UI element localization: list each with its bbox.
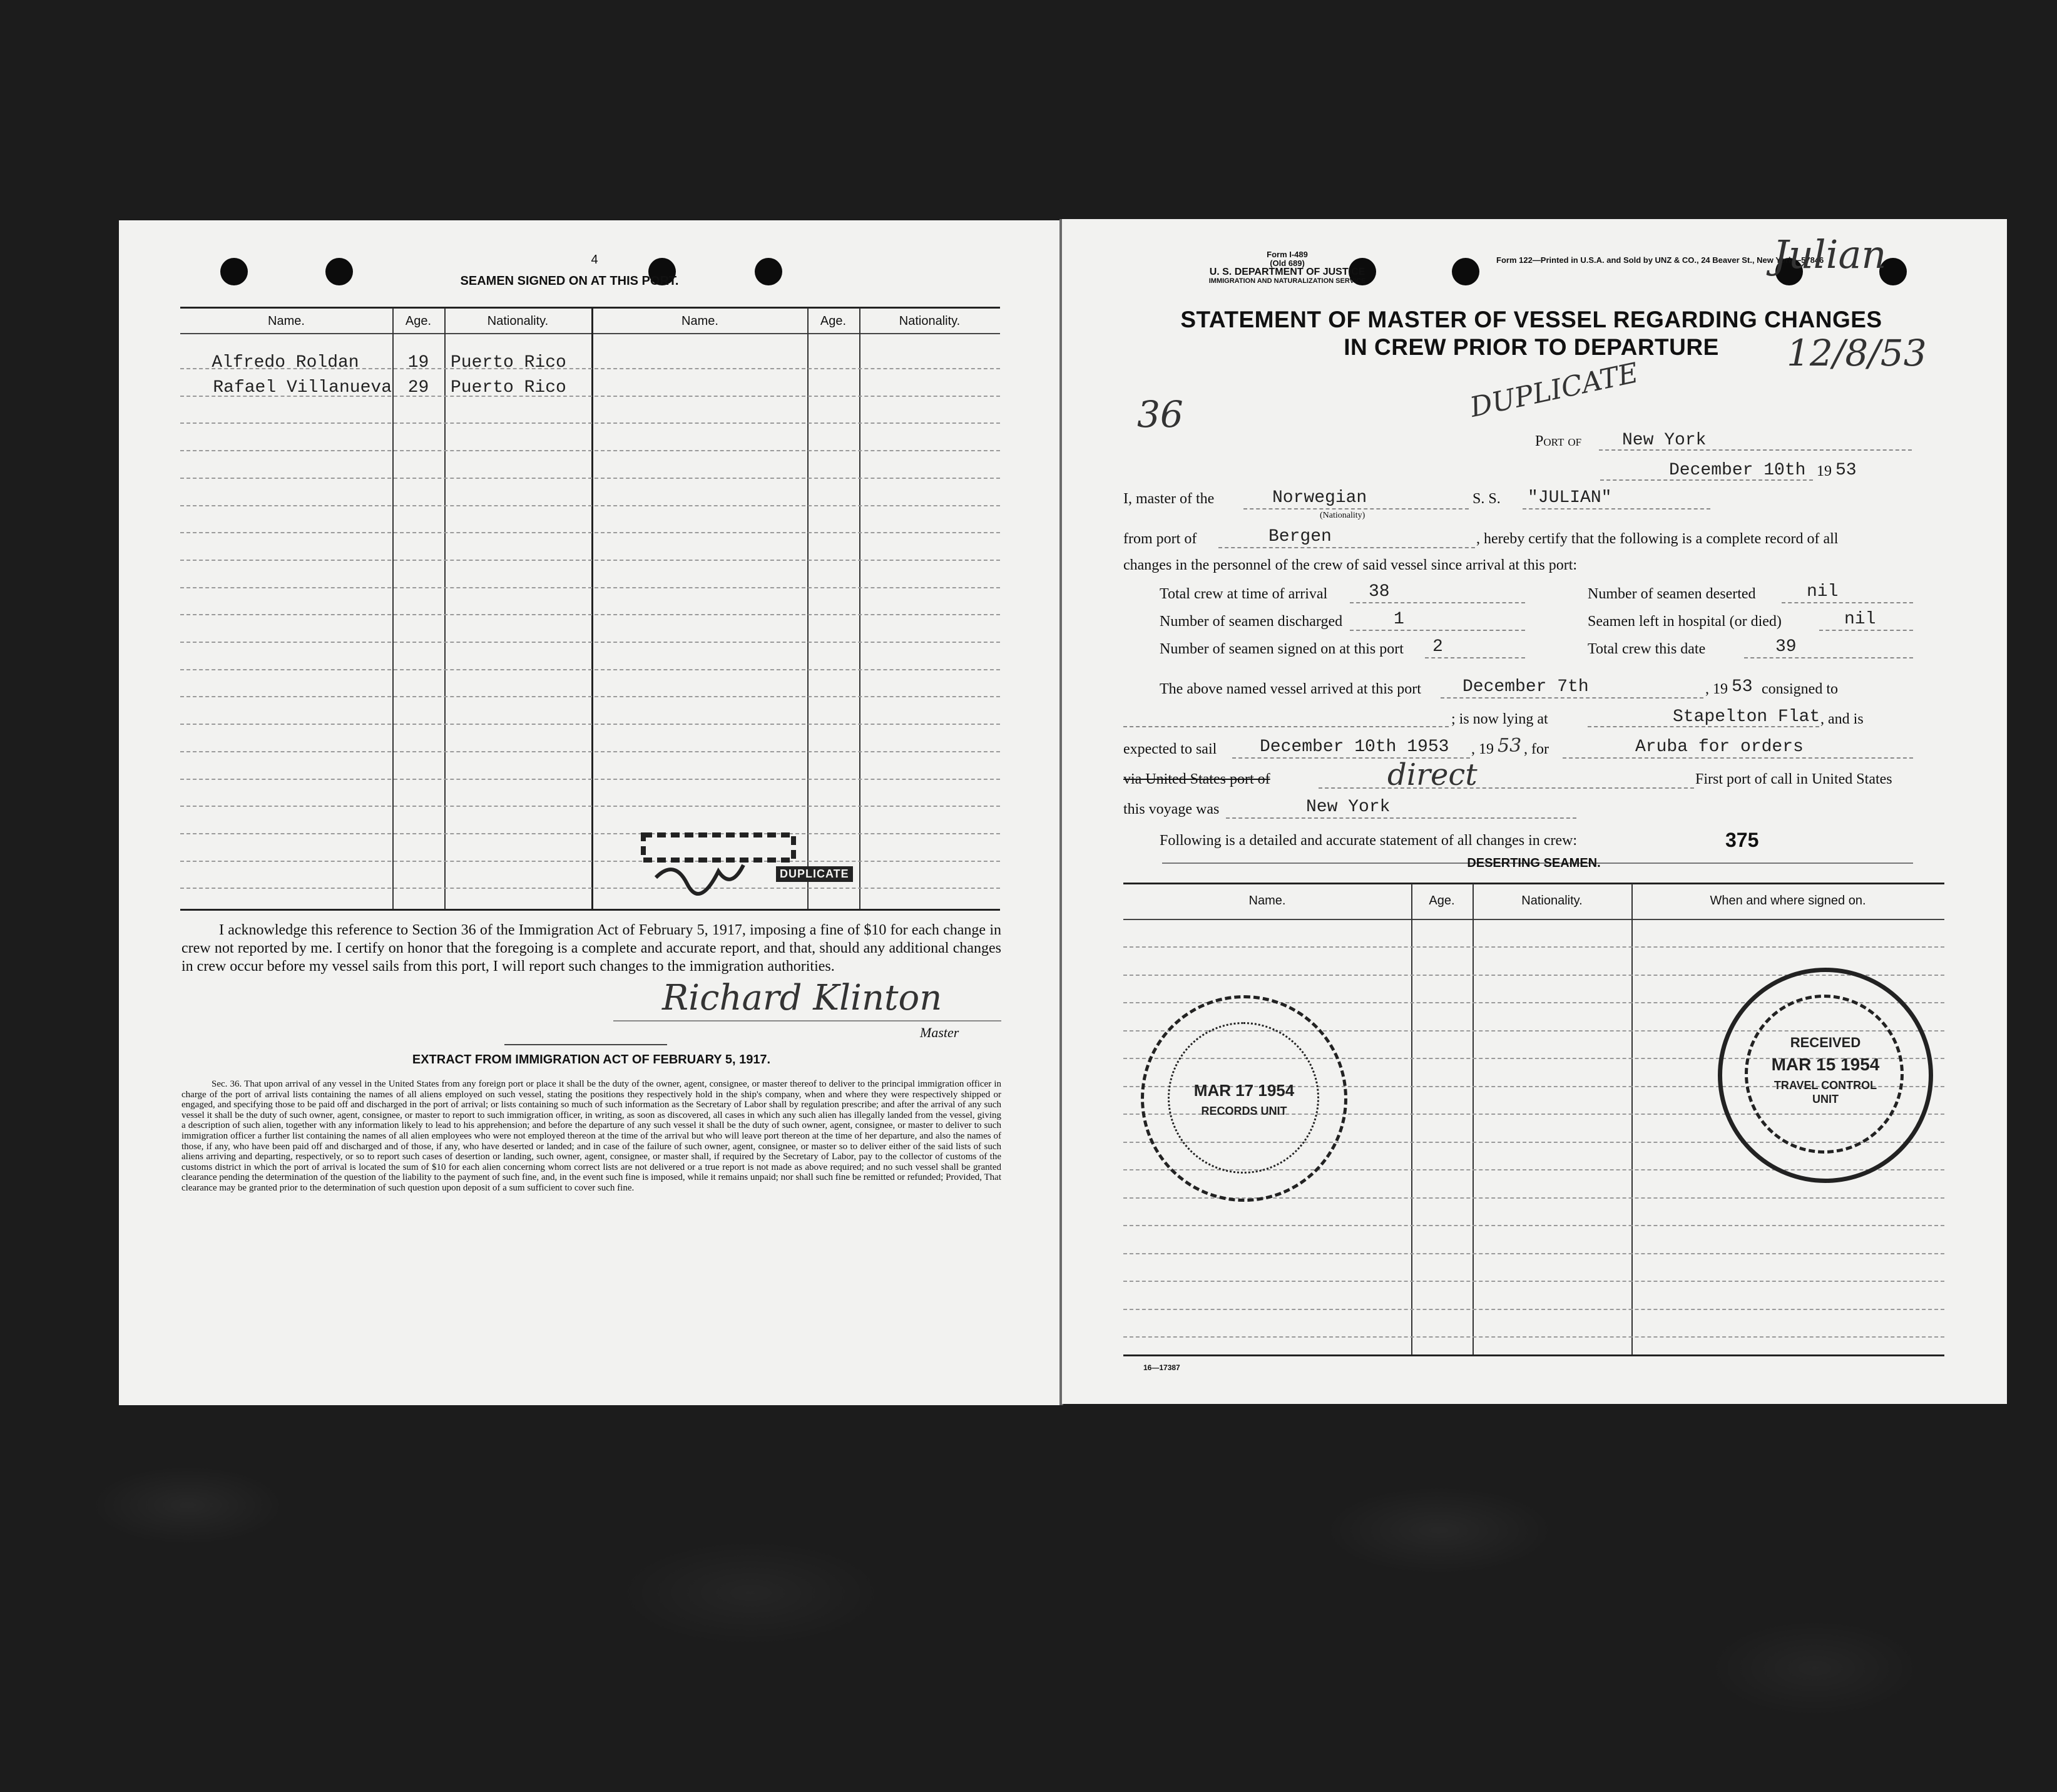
cell-nationality: Puerto Rico [451, 353, 566, 372]
from-port-value: Bergen [1268, 527, 1332, 546]
divider-rule [504, 1044, 667, 1045]
stamp-received: RECEIVED [1790, 1035, 1861, 1050]
arrived-line [1441, 697, 1703, 699]
table-row-line [180, 861, 1000, 862]
table-row-line [1123, 1253, 1944, 1254]
table-header-rule [180, 333, 1000, 334]
cell-name: Alfredo Roldan [212, 353, 359, 372]
department: U. S. DEPARTMENT OF JUSTICE [1209, 267, 1365, 277]
changes-text: changes in the personnel of the crew of said vessel since arrival at this port: [1123, 557, 1578, 573]
deserted-label: Number of seamen deserted [1588, 586, 1756, 602]
page-number: 4 [591, 253, 598, 267]
nationality-caption: (Nationality) [1320, 511, 1365, 520]
year-value: 53 [1835, 461, 1857, 480]
extract-title: EXTRACT FROM IMMIGRATION ACT OF FEBRUARY 5, 1917. [412, 1053, 771, 1067]
ship-name: "JULIAN" [1528, 488, 1612, 508]
deserted-value: nil [1807, 582, 1839, 602]
signature-caption: Master [920, 1025, 959, 1040]
table-row-line [180, 532, 1000, 533]
column-header: Name. [268, 314, 305, 328]
port-label: Port of [1535, 433, 1582, 449]
handwritten-duplicate: DUPLICATE [1467, 357, 1641, 424]
acknowledgement-text: I acknowledge this reference to Section 36 of the Immigration Act of February 5, 1917, imposing a fine of $10 for each change in crew not reported by me. I certify on honor that the foregoing is a complete and accurate report, and that, should any additional changes in crew occur before my vessel sails from this port, I will report such changes to the immigration authorities. [181, 922, 1001, 975]
signed-on-line [1425, 657, 1525, 658]
year-prefix: 19 [1817, 463, 1832, 479]
cell-age: 29 [407, 378, 429, 397]
discharged-line [1350, 630, 1525, 631]
right-page [1062, 219, 2007, 1404]
nationality-value: Norwegian [1272, 488, 1367, 508]
and-is-label: , and is [1820, 711, 1864, 727]
via-label: via United States port of [1123, 771, 1270, 787]
cell-name: Rafael Villanueva [213, 378, 392, 397]
table-row-line [1123, 1225, 1944, 1226]
port-value: New York [1622, 431, 1707, 450]
section-title: SEAMEN SIGNED ON AT THIS PORT. [460, 274, 679, 288]
ss-label: S. S. [1473, 491, 1501, 507]
duplicate-stamp [631, 821, 806, 896]
cell-age: 19 [407, 353, 429, 372]
table-row-line [180, 587, 1000, 588]
table-row-line [180, 614, 1000, 615]
table-row-line [1123, 1281, 1944, 1282]
column-header: Age. [405, 314, 432, 328]
hospital-value: nil [1844, 610, 1876, 629]
via-value: direct [1387, 757, 1478, 792]
punch-hole [1452, 258, 1479, 285]
handwritten-ship-name: Julian [1773, 232, 1887, 277]
form-number: Form I-489 [1267, 250, 1308, 259]
left-page [119, 220, 1061, 1405]
table-row-line [180, 806, 1000, 807]
deserted-line [1782, 602, 1913, 603]
table-row-line [180, 833, 1000, 834]
nationality-line [1243, 508, 1469, 509]
consignee-line [1123, 726, 1449, 727]
form-title-line2: IN CREW PRIOR TO DEPARTURE [1344, 334, 1719, 360]
records-unit-stamp [1141, 995, 1347, 1202]
expected-value: December 10th 1953 [1260, 737, 1449, 757]
for-value: Aruba for orders [1635, 737, 1804, 757]
total-crew-date-value: 39 [1775, 637, 1797, 657]
from-port-line [1218, 547, 1475, 548]
punch-hole [325, 258, 353, 285]
table-row-line [180, 642, 1000, 643]
for-label: , for [1524, 741, 1549, 757]
table-row-line [180, 560, 1000, 561]
cell-nationality: Puerto Rico [451, 378, 566, 397]
voyage-value: New York [1306, 797, 1391, 817]
table-row-line [180, 478, 1000, 479]
column-header: When and where signed on. [1710, 894, 1866, 908]
first-port-label: First port of call in United States [1695, 771, 1892, 787]
column-header: Nationality. [1521, 894, 1583, 908]
master-prefix: I, master of the [1123, 491, 1215, 507]
extract-body: Sec. 36. That upon arrival of any vessel in the United States from any foreign port or place it shall be the duty of the owner, agent, consignee, or master thereof to deliver to the principal immigration officer in charge of the port of arrival lists containing the names of all aliens employed on such vessel, stating the positions they respectively hold in the ship's company, when and where they were respectively shipped or engaged, and specifying those to be paid off and discharged in the port of arrival; or lists containing so much of such information as the Secretary of Labor shall by regulation prescribe; and after the arrival of any such vessel it shall be the duty of such owner, agent, consignee, or master to report to such immigration officer, in writing, as soon as discovered, all cases in which any such alien has illegally landed from the vessel, giving a description of such alien, together with any information likely to lead to his apprehension; and before the departure of any such vessel it shall be the duty of such owner, agent, consignee, or master to deliver to such immigration officer a further list containing the names of all alien employees who were not employed thereon at the time of the arrival but who will leave port thereon at the time of her departure, and also the names of those, if any, who have been paid off and discharged and of those, if any, who have deserted or landed; and in case of the failure of such owner, agent, consignee, or master so to deliver either of the said lists of such aliens arriving and departing, respectively, or so to report such cases of desertion or landing, such owner, agent, consignee, or master shall, if required by the Secretary of Labor, pay to the collector of customs of the customs district in which the port of arrival is located the sum of $10 for each alien concerning whom correct lists are not delivered or a true report is not made as above required; and no such vessel shall be granted clearance pending the determination of the question of the liability to the payment of such fine, and, in the event such fine is imposed, while it remains unpaid; nor shall such fine be remitted or refunded; Provided, That clearance may be granted prior to the determination of such question upon deposit of a sum sufficient to cover such fine. [181, 1079, 1001, 1193]
arrived-year: 53 [1732, 677, 1753, 697]
form-title-line1: STATEMENT OF MASTER OF VESSEL REGARDING CHANGES [1180, 307, 1882, 332]
stamp-date: MAR 15 1954 [1771, 1055, 1880, 1074]
lying-value: Stapelton Flat [1673, 707, 1820, 727]
column-divider [1411, 884, 1412, 1354]
arrived-year-prefix: , 19 [1705, 681, 1728, 697]
date-line [1600, 479, 1813, 481]
table-row-line [180, 368, 1000, 369]
stamp-unit: RECORDS UNIT [1201, 1105, 1287, 1117]
table-bottom-rule [1123, 1354, 1944, 1356]
expected-year-prefix: , 19 [1471, 741, 1494, 757]
total-crew-arrival-line [1350, 602, 1525, 603]
punch-hole [220, 258, 248, 285]
table-row-line [180, 450, 1000, 451]
table-row-line [180, 888, 1000, 889]
duplicate-stamp-label: DUPLICATE [776, 866, 853, 882]
via-line [1319, 787, 1694, 789]
column-header: Name. [681, 314, 718, 328]
table-row-line [180, 779, 1000, 780]
arrived-value: December 7th [1462, 677, 1589, 697]
signed-on-value: 2 [1432, 637, 1443, 657]
form-header [1193, 250, 1381, 285]
changes-number: 375 [1725, 829, 1759, 851]
table-row-line [180, 724, 1000, 725]
column-header: Age. [820, 314, 847, 328]
form-old-number: (Old 689) [1270, 259, 1305, 268]
punch-hole [755, 258, 782, 285]
from-port-label: from port of [1123, 531, 1197, 547]
table-row-line [180, 396, 1000, 397]
column-divider [591, 308, 593, 909]
following-label: Following is a detailed and accurate statement of all changes in crew: [1160, 832, 1578, 849]
total-crew-arrival-value: 38 [1369, 582, 1390, 602]
handwritten-number: 36 [1137, 393, 1183, 436]
column-divider [392, 308, 394, 909]
table-row-line [1123, 946, 1944, 948]
stamp-unit: TRAVEL CONTROL UNIT [1774, 1079, 1877, 1105]
total-crew-date-label: Total crew this date [1588, 641, 1706, 657]
expected-year: 53 [1498, 735, 1522, 757]
stamp-date: MAR 17 1954 [1193, 1081, 1295, 1100]
handwritten-date: 12/8/53 [1787, 332, 1927, 374]
hospital-label: Seamen left in hospital (or died) [1588, 613, 1782, 630]
lying-line [1588, 726, 1819, 727]
ship-line [1523, 508, 1710, 509]
master-signature: Richard Klinton [662, 978, 942, 1018]
voyage-line [1226, 817, 1576, 819]
column-divider [859, 308, 860, 909]
service: IMMIGRATION AND NATURALIZATION SERVICE [1208, 277, 1366, 285]
signature-line [613, 1020, 1001, 1021]
table-row-line [180, 751, 1000, 752]
hospital-line [1819, 630, 1913, 631]
column-divider [444, 308, 446, 909]
table-row-line [180, 696, 1000, 697]
lying-label: ; is now lying at [1451, 711, 1548, 727]
table-row-line [180, 669, 1000, 670]
table-header-rule [1123, 919, 1944, 920]
table-row-line [1123, 1336, 1944, 1338]
arrived-label: The above named vessel arrived at this port [1160, 681, 1421, 697]
discharged-value: 1 [1394, 610, 1404, 629]
date-value: December 10th [1669, 461, 1806, 480]
discharged-label: Number of seamen discharged [1160, 613, 1343, 630]
column-header: Age. [1429, 894, 1455, 908]
column-divider [1473, 884, 1474, 1354]
column-header: Nationality. [487, 314, 549, 328]
table-row-line [180, 422, 1000, 424]
voyage-label: this voyage was [1123, 801, 1220, 817]
table-row-line [1123, 1309, 1944, 1310]
certify-text: , hereby certify that the following is a complete record of all [1476, 531, 1839, 547]
deserting-title: DESERTING SEAMEN. [1467, 856, 1601, 870]
travel-control-stamp [1718, 968, 1933, 1183]
signed-on-label: Number of seamen signed on at this port [1160, 641, 1404, 657]
port-line [1599, 449, 1912, 451]
table-top-rule [1123, 883, 1944, 884]
table-row-line [180, 505, 1000, 506]
column-header: Nationality. [899, 314, 961, 328]
column-header: Name. [1248, 894, 1286, 908]
consigned-label: consigned to [1762, 681, 1838, 697]
footer-code: 16—17387 [1143, 1363, 1180, 1372]
total-crew-arrival-label: Total crew at time of arrival [1160, 586, 1328, 602]
background-texture [0, 1405, 2057, 1792]
column-divider [1631, 884, 1633, 1354]
table-bottom-rule [180, 909, 1000, 911]
column-divider [807, 308, 809, 909]
for-line [1563, 757, 1913, 759]
printer-line: Form 122—Printed in U.S.A. and Sold by UNZ & CO., 24 Beaver St., New York—57846 [1496, 255, 1824, 265]
table-top-rule [180, 307, 1000, 309]
expected-label: expected to sail [1123, 741, 1217, 757]
total-crew-date-line [1744, 657, 1913, 658]
